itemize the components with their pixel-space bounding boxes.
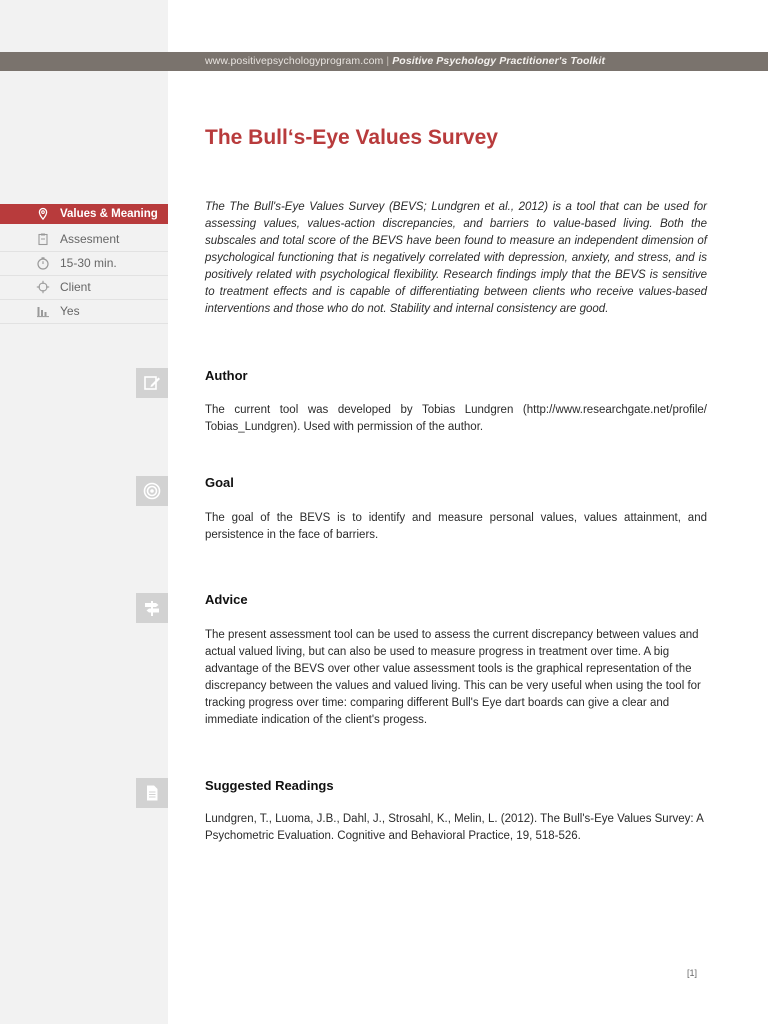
- section-icon-box: [136, 593, 168, 623]
- page-number: [1]: [687, 968, 698, 978]
- meta-item-label: Values & Meaning: [60, 208, 158, 220]
- meta-item-category: [0, 204, 168, 224]
- section-heading-advice: Advice: [205, 592, 248, 607]
- meta-item-label: 15-30 min.: [60, 256, 117, 270]
- site-url[interactable]: www.positivepsychologyprogram.com: [205, 55, 384, 67]
- meta-item-scoring: [0, 301, 168, 321]
- crosshair-icon: [36, 280, 50, 294]
- location-pin-icon: [36, 207, 50, 221]
- section-icon-box: [136, 368, 168, 398]
- meta-item-duration: [0, 253, 168, 273]
- section-text-author: The current tool was developed by Tobias Lundgren (http://www.researchgate.net/profile/ Tobias_Lundgren). Used with permission of the author.: [205, 404, 707, 433]
- section-heading-goal: Goal: [205, 475, 234, 490]
- section-icon-box: [136, 476, 168, 506]
- page-title: The Bull‘s-Eye Values Survey: [205, 126, 498, 149]
- section-text-goal: The goal of the BEVS is to identify and measure personal values, values attainment, and persistence in the face of barriers.: [205, 512, 707, 541]
- intro-paragraph: The The Bull's-Eye Values Survey (BEVS; Lundgren et al., 2012) is a tool that can be used for assessing values, values-action discrepancies, and barriers to value-based living. Both the subscales and total score of the BEVS have been found to measure an independent dimension of psychological functioning that is negatively correlated with depression, anxiety, and stress, and is positively related with psychological flexibility. Research findings imply that the BEVS is sensitive to treatment effects and is capable of differentiating between clients who receive values-based interventions and those who do not. Stability and internal consistency are good.: [205, 201, 707, 315]
- section-icon-box: [136, 778, 168, 808]
- header-separator: |: [386, 55, 390, 67]
- meta-item-label: Yes: [60, 304, 80, 318]
- meta-item-label: Assesment: [60, 232, 120, 246]
- section-heading-author: Author: [205, 368, 248, 383]
- section-text-readings: Lundgren, T., Luoma, J.B., Dahl, J., Strosahl, K., Melin, L. (2012). The Bull's-Eye Values Survey: A Psychometric Evaluation. Cognitive and Behavioral Practice, 19, 518-526.: [205, 813, 704, 842]
- meta-item-type: [0, 229, 168, 249]
- toolkit-name: Positive Psychology Practitioner's Toolkit: [392, 55, 606, 67]
- section-heading-readings: Suggested Readings: [205, 778, 334, 793]
- sidebar: [0, 0, 168, 1024]
- meta-item-audience: [0, 277, 168, 297]
- stopwatch-icon: [36, 256, 50, 270]
- bar-chart-icon: [36, 304, 50, 318]
- meta-item-label: Client: [60, 280, 91, 294]
- clipboard-icon: [36, 232, 50, 246]
- section-text-advice: The present assessment tool can be used to assess the current discrepancy between values and actual valued living, but can also be used to measure progress in treatment over time. A big advantage of the BEVS over other value assessment tools is the graphical representation of the discrepancy between the values and valued living. This can be very useful when using the tool for tracking progress over time: comparing different Bull's Eye dart boards can give a clear and immediate indication of the client's progess.: [205, 629, 701, 726]
- header-text: [205, 52, 605, 71]
- header-bar: [0, 52, 768, 71]
